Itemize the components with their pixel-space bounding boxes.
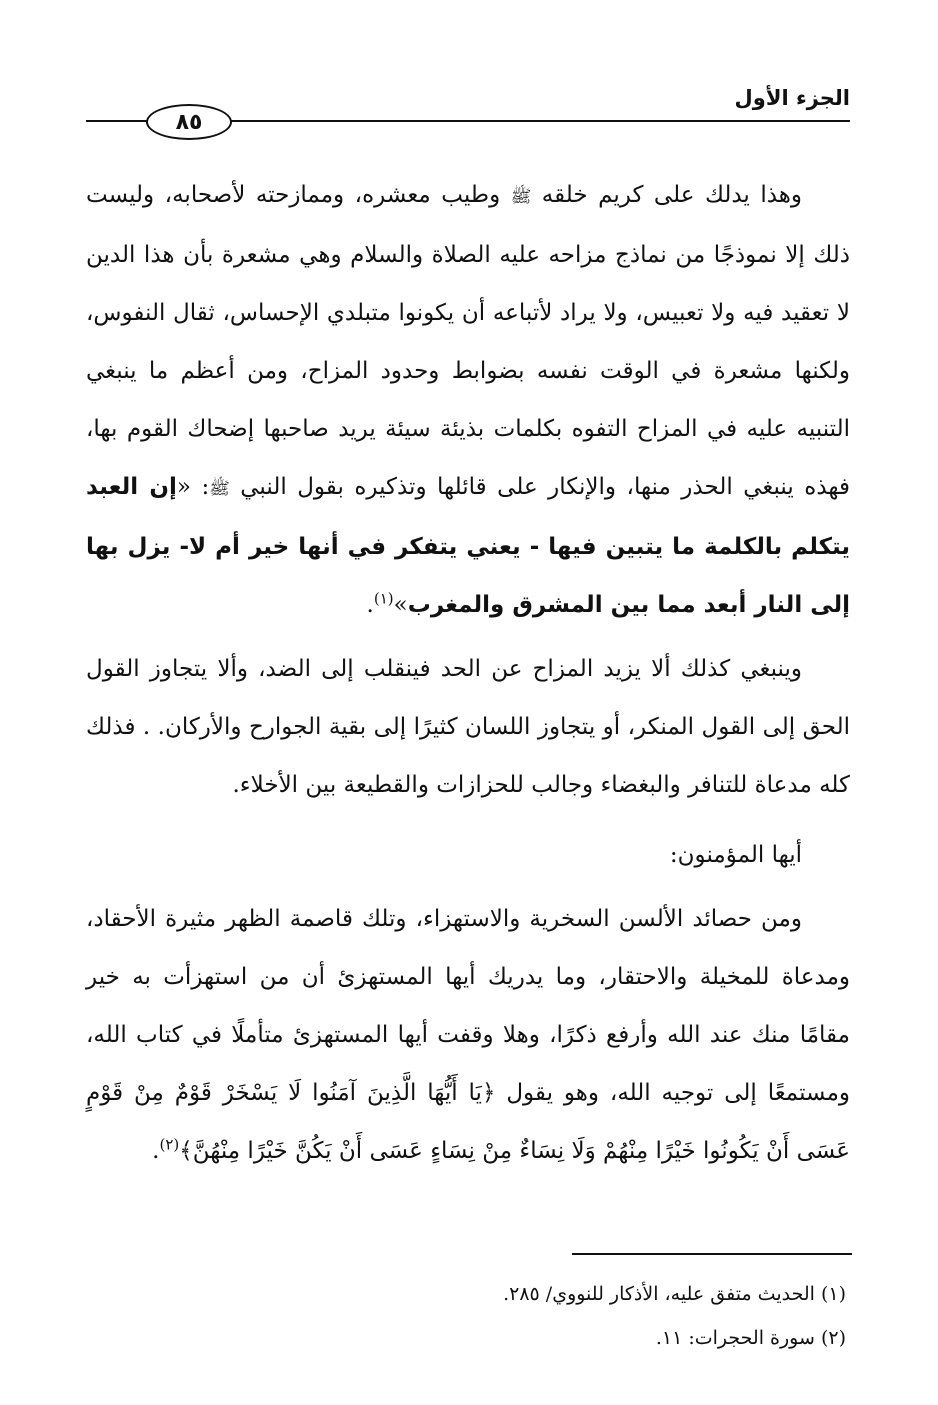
- paragraph-3: [86, 890, 850, 1180]
- footnote-ref-2: (٢): [159, 1135, 180, 1154]
- page-number: ٨٥: [146, 104, 232, 140]
- p1-text-d: »: [393, 592, 408, 618]
- quran-verse: ﴿يَا أَيُّهَا الَّذِينَ آمَنُوا لَا يَسْخَرْ قَوْمٌ مِنْ قَوْمٍ عَسَى أَنْ يَكُونُوا خَيْرًا مِنْهُمْ وَلَا نِسَاءٌ مِنْ نِسَاءٍ عَسَى أَنْ يَكُنَّ خَيْرًا مِنْهُنَّ﴾: [86, 1080, 850, 1164]
- salutation-glyph: ﷺ: [209, 479, 230, 499]
- running-title: الجزء الأول: [734, 86, 850, 110]
- paragraph-1: [86, 166, 850, 634]
- section-heading: أيها المؤمنون:: [669, 842, 802, 868]
- p1-end: .: [366, 592, 374, 618]
- footnote-2: (٢) سورة الحجرات: ١١.: [655, 1327, 846, 1349]
- paragraph-2: وينبغي كذلك ألا يزيد المزاح عن الحد فينقلب إلى الضد، وألا يتجاوز القول الحق إلى القول المنكر، أو يتجاوز اللسان كثيرًا إلى بقية الجوارح والأركان. . فذلك كله مدعاة للتنافر والبغضاء وجالب للحزازات والقطيعة بين الأخلاء.: [86, 656, 850, 798]
- footnote-separator: [572, 1253, 852, 1255]
- p1-text-a: وهذا يدلك على كريم خلقه: [541, 182, 803, 208]
- body-text: [86, 166, 850, 1180]
- p1-text-b: وطيب معشره، وممازحته لأصحابه، وليست ذلك إلا نموذجًا من نماذج مزاحه عليه الصلاة والسلام وهي مشعرة بأن هذا الدين لا تعقيد فيه ولا تعبيس، ولا يراد لأتباعه أن يكونوا متبلدي الإحساس، ثقال النفوس، ولكنها مشعرة في الوقت نفسه بضوابط وحدود المزاح، ومن أعظم ما ينبغي التنبيه عليه في المزاح التفوه بكلمات بذيئة سيئة يريد صاحبها إضحاك القوم بها، فهذه ينبغي الحذر منها، والإنكار على قائلها وتذكيره بقول النبي: [86, 182, 850, 500]
- footnote-1: (١) الحديث متفق عليه، الأذكار للنووي/ ٢٨٥.: [503, 1283, 846, 1305]
- page-header: [86, 86, 850, 136]
- p1-text-c: : «: [176, 474, 210, 500]
- p3-text-a: ومن حصائد الألسن السخرية والاستهزاء، وتلك قاصمة الظهر مثيرة الأحقاد، ومدعاة للمخيلة والاحتقار، وما يدريك أيها المستهزئ أن من استهزأت به خير مقامًا منك عند الله وأرفع ذكرًا، وهلا وقفت أيها المستهزئ متأملًا في كتاب الله، ومستمعًا إلى توجيه الله، وهو يقول: [86, 906, 850, 1106]
- salutation-glyph: ﷺ: [510, 187, 532, 207]
- footnote-ref-1: (١): [373, 589, 394, 608]
- hadith-quote: إن العبد يتكلم بالكلمة ما يتبين فيها - يعني يتفكر في أنها خير أم لا- يزل بها إلى النار أبعد مما بين المشرق والمغرب: [86, 474, 850, 618]
- p3-end: .: [152, 1138, 160, 1164]
- footnotes: [146, 1272, 846, 1360]
